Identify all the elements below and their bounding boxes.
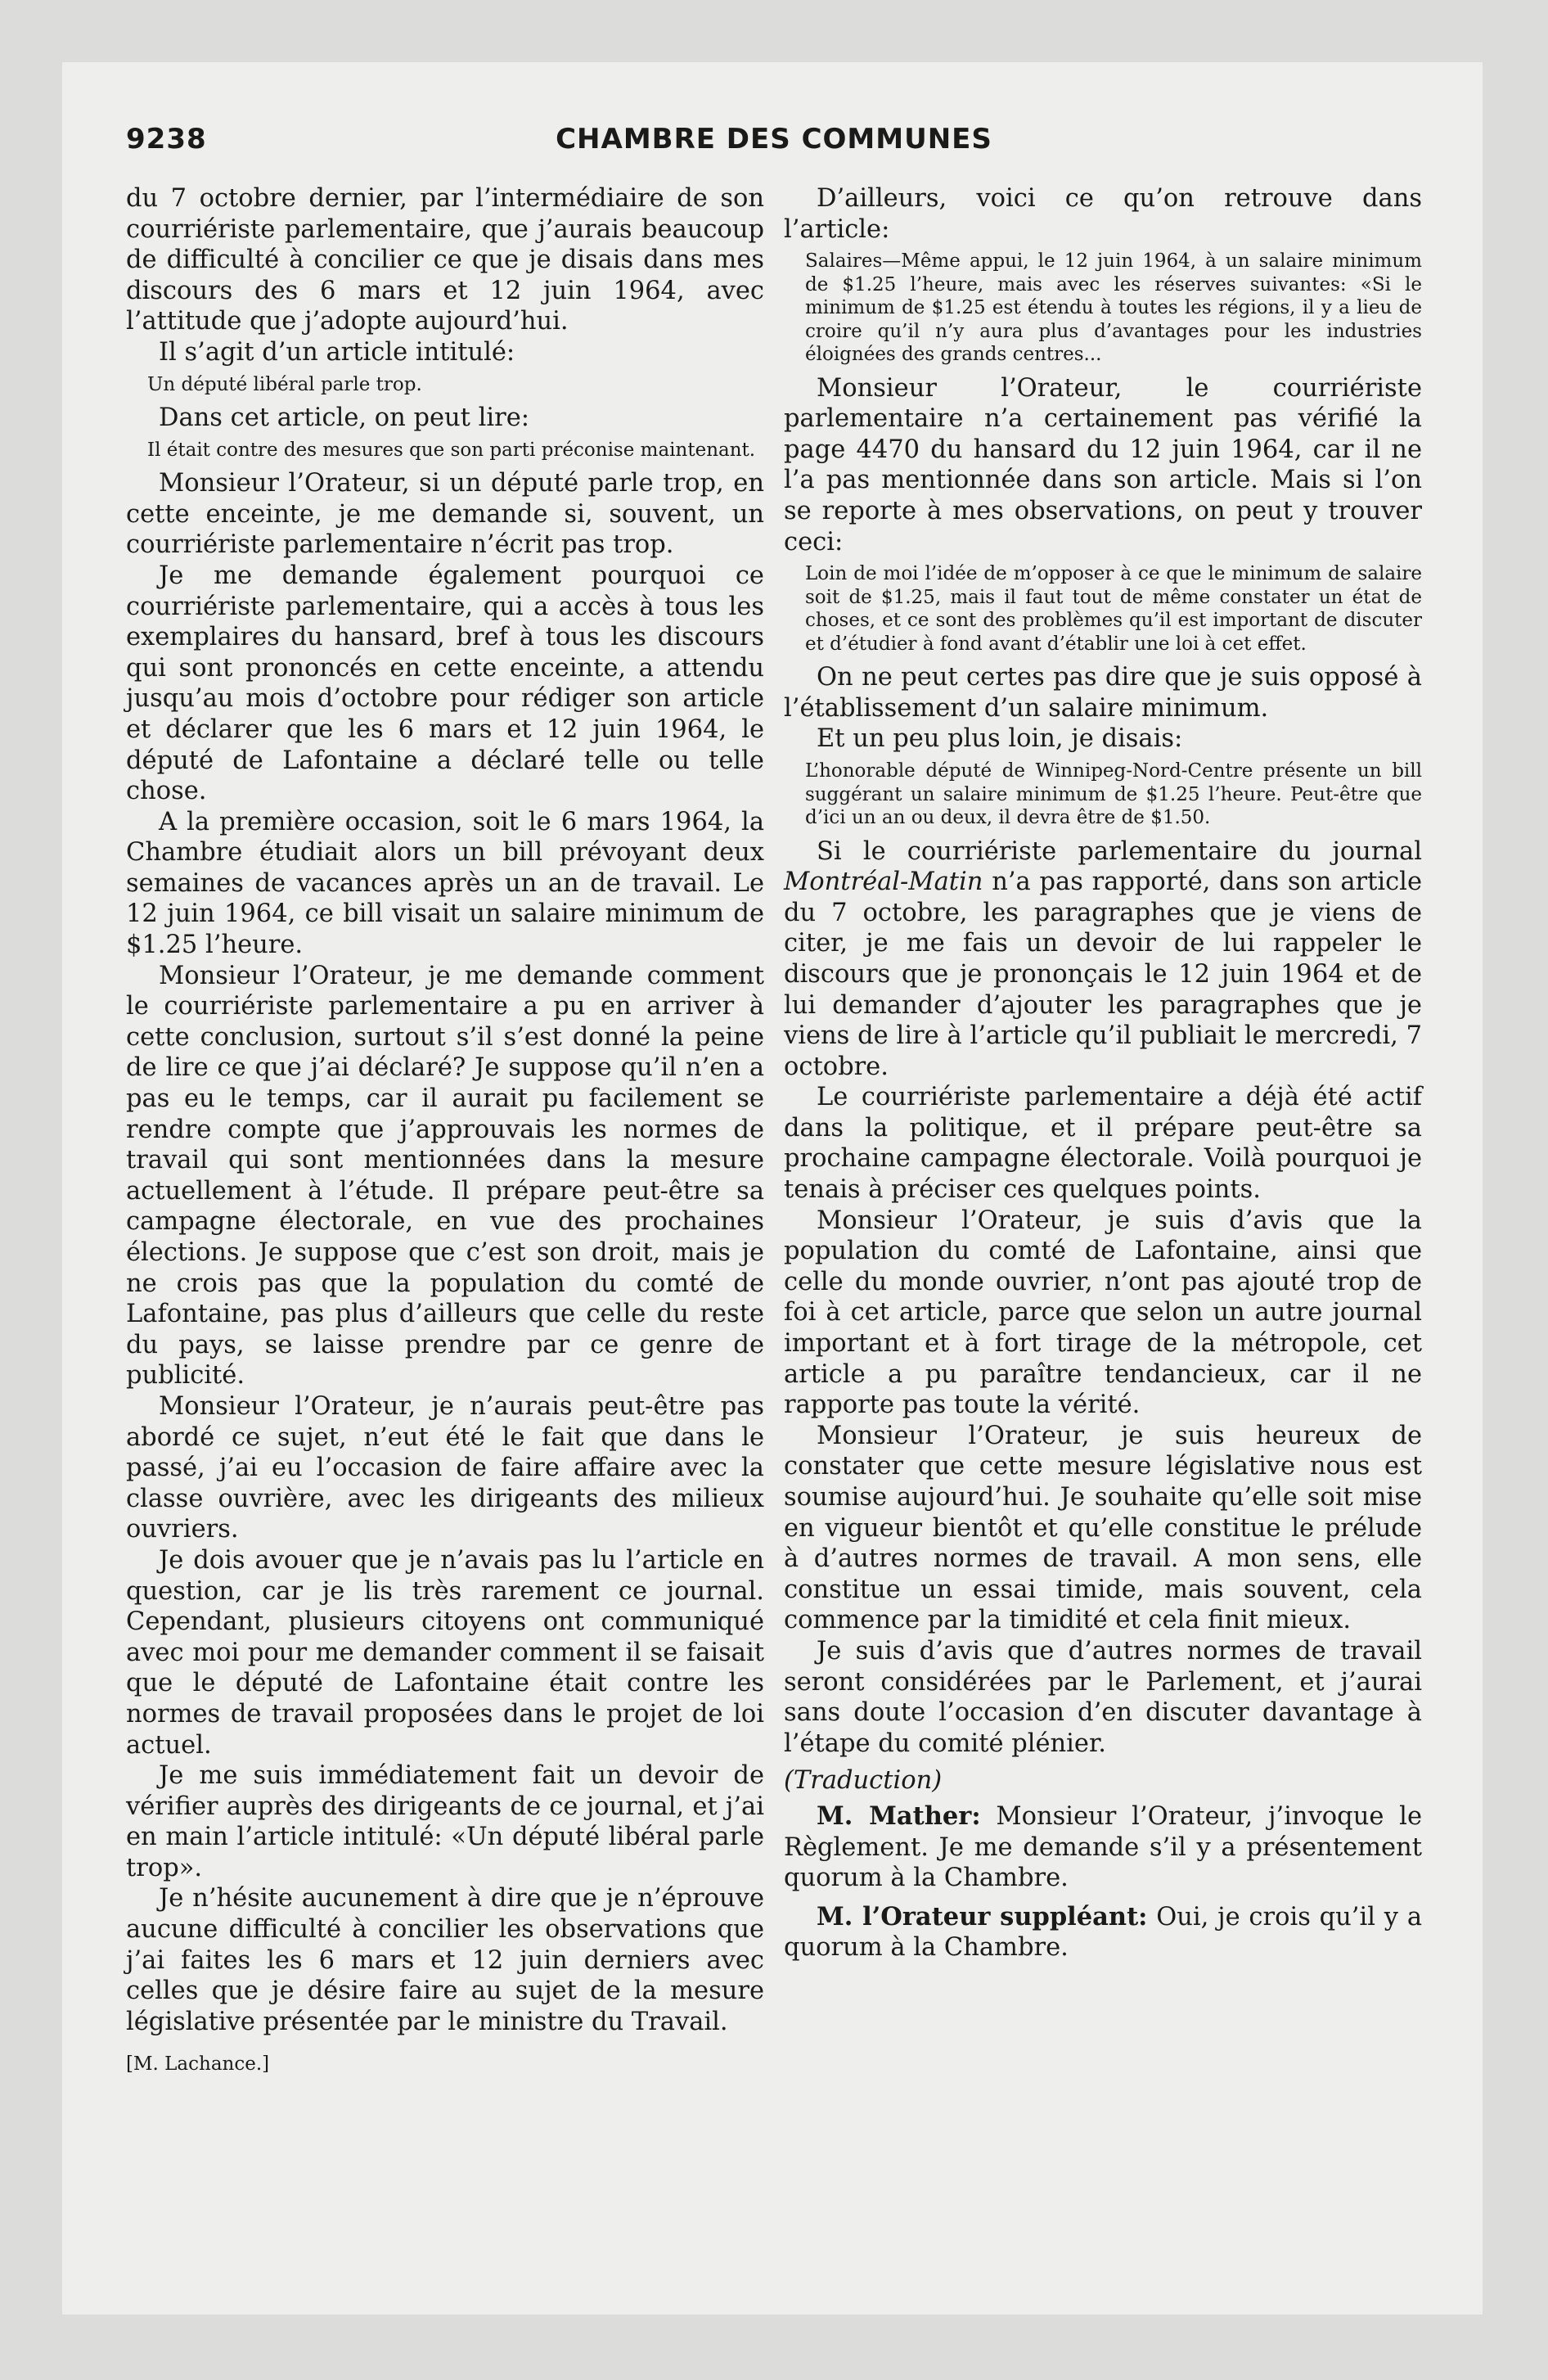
paragraph: Je me demande également pourquoi ce courriériste parlementaire, qui a accès à tous les exemplaires du hansard, bref à tous les discours qui sont prononcés en cette enceinte, a attendu jusqu’au mois d’octobre pour rédiger son article et déclarer que les 6 mars et 12 juin 1964, le député de Lafontaine a déclaré telle ou telle chose.	[126, 561, 764, 806]
text-run: Si le courriériste parlementaire du journal	[817, 836, 1422, 866]
paragraph: On ne peut certes pas dire que je suis opposé à l’établissement d’un salaire minimum.	[784, 663, 1422, 723]
quotation: Un député libéral parle trop.	[147, 373, 422, 395]
paragraph: Monsieur l’Orateur, je n’aurais peut-être pas abordé ce sujet, n’eut été le fait que dans le passé, j’ai eu l’occasion de faire affaire avec la classe ouvrière, avec les dirigeants des milieux ouvriers.	[126, 1391, 764, 1544]
paragraph: Et un peu plus loin, je disais:	[817, 724, 1183, 754]
quotation: Loin de moi l’idée de m’opposer à ce que le minimum de salaire soit de $1.25, mais il faut tout de même constater un état de choses, et ce sont des problèmes qu’il est important de discuter et d’étudier à fond avant d’établir une loi à cet effet.	[805, 563, 1422, 655]
quotation: Il était contre des mesures que son parti préconise maintenant.	[147, 439, 756, 461]
paragraph: Monsieur l’Orateur, le courriériste parlementaire n’a certainement pas vérifié la page 4470 du hansard du 12 juin 1964, car il ne l’a pas mentionnée dans son article. Mais si l’on se reporte à mes observations, on peut y trouver ceci:	[784, 373, 1422, 557]
journal-title: Montréal-Matin	[784, 868, 983, 897]
paragraph: Je me suis immédiatement fait un devoir de vérifier auprès des dirigeants de ce journal, et j’ai en main l’article intitulé: «Un député libéral parle trop».	[126, 1761, 764, 1882]
paragraph: Monsieur l’Orateur, je suis d’avis que la population du comté de Lafontaine, ainsi que celle du monde ouvrier, n’ont pas ajouté trop de foi à cet article, parce que selon un autre journal important et à fort tirage de la métropole, cet article a pu paraître tendancieux, car il ne rapporte pas toute la vérité.	[784, 1206, 1422, 1420]
paragraph: Il s’agit d’un article intitulé:	[159, 337, 515, 367]
left-column	[126, 183, 764, 2076]
right-column	[784, 183, 1422, 1963]
paragraph: Je dois avouer que je n’avais pas lu l’article en question, car je lis très rarement ce journal. Cependant, plusieurs citoyens ont communiqué avec moi pour me demander comment il se faisait que le député de Lafontaine était contre les normes de travail proposées dans le projet de loi actuel.	[126, 1545, 764, 1760]
paragraph: Monsieur l’Orateur, je me demande comment le courriériste parlementaire a pu en arriver à cette conclusion, surtout s’il s’est donné la peine de lire ce que j’ai déclaré? Je suppose qu’il n’en a pas eu le temps, car il aurait pu facilement se rendre compte que j’approuvais les normes de travail qui sont mentionnées dans la mesure actuellement à l’étude. Il prépare peut-être sa campagne électorale, en vue des prochaines élections. Je suppose que c’est son droit, mais je ne crois pas que la population du comté de Lafontaine, pas plus d’ailleurs que celle du reste du pays, se laisse prendre par ce genre de publicité.	[126, 961, 764, 1391]
paragraph: Dans cet article, on peut lire:	[159, 403, 530, 433]
text-run: Oui, je crois qu’il y a quorum à la Chambre.	[784, 1902, 1423, 1963]
translation-note: (Traduction)	[784, 1766, 943, 1796]
page-header	[126, 123, 1422, 169]
running-head: CHAMBRE DES COMMUNES	[556, 123, 992, 156]
paragraph	[784, 1902, 1422, 1963]
page-number: 9238	[126, 123, 207, 156]
text-run: n’a pas rapporté, dans son article du 7 octobre, les paragraphes que je viens de citer, je me fais un devoir de lui rappeler le discours que je prononçais le 12 juin 1964 et de lui demander d’ajouter les paragraphes que je viens de lire à l’article qu’il publiait le mercredi, 7 octobre.	[784, 868, 1422, 1081]
speaker-name: M. Mather:	[817, 1801, 981, 1831]
paragraph	[784, 1801, 1422, 1894]
paragraph: D’ailleurs, voici ce qu’on retrouve dans l’article:	[784, 184, 1422, 244]
speaker-name: M. l’Orateur suppléant:	[817, 1901, 1148, 1931]
paragraph: Le courriériste parlementaire a déjà été actif dans la politique, et il prépare peut-être sa prochaine campagne électorale. Voilà pourquoi je tenais à préciser ces quelques points.	[784, 1083, 1422, 1205]
quotation: Salaires—Même appui, le 12 juin 1964, à un salaire minimum de $1.25 l’heure, mais avec les réserves suivantes: «Si le minimum de $1.25 est étendu à toutes les régions, il y a lieu de croire qu’il n’y aura plus d’avantages pour les industries éloignées des grands centres...	[805, 250, 1422, 366]
quotation: L’honorable député de Winnipeg-Nord-Centre présente un bill suggérant un salaire minimum de $1.25 l’heure. Peut-être que d’ici un an ou deux, il devra être de $1.50.	[805, 760, 1422, 829]
paragraph	[784, 836, 1422, 1083]
paragraph: Monsieur l’Orateur, si un député parle trop, en cette enceinte, je me demande si, souvent, un courriériste parlementaire n’écrit pas trop.	[126, 469, 764, 560]
paragraph: Je n’hésite aucunement à dire que je n’éprouve aucune difficulté à concilier les observations que j’ai faites les 6 mars et 12 juin derniers avec celles que je désire faire au sujet de la mesure législative présentée par le ministre du Travail.	[126, 1884, 764, 2036]
paragraph: du 7 octobre dernier, par l’intermédiaire de son courriériste parlementaire, que j’aurais beaucoup de difficulté à concilier ce que je disais dans mes discours des 6 mars et 12 juin 1964, avec l’attitude que j’adopte aujourd’hui.	[126, 184, 764, 336]
paragraph: Monsieur l’Orateur, je suis heureux de constater que cette mesure législative nous est soumise aujourd’hui. Je souhaite qu’elle soit mise en vigueur bientôt et qu’elle constitue le prélude à d’autres normes de travail. A mon sens, elle constitue un essai timide, mais souvent, cela commence par la timidité et cela finit mieux.	[784, 1421, 1422, 1635]
document-page	[62, 62, 1483, 2315]
speaker-attribution: [M. Lachance.]	[126, 2053, 270, 2076]
paragraph: Je suis d’avis que d’autres normes de travail seront considérées par le Parlement, et j’aurai sans doute l’occasion d’en discuter davantage à l’étape du comité plénier.	[784, 1636, 1422, 1758]
paragraph: A la première occasion, soit le 6 mars 1964, la Chambre étudiait alors un bill prévoyant deux semaines de vacances après un an de travail. Le 12 juin 1964, ce bill visait un salaire minimum de $1.25 l’heure.	[126, 807, 764, 960]
text-run: Monsieur l’Orateur, j’invoque le Règlement. Je me demande s’il y a présentement quorum à la Chambre.	[784, 1801, 1422, 1893]
